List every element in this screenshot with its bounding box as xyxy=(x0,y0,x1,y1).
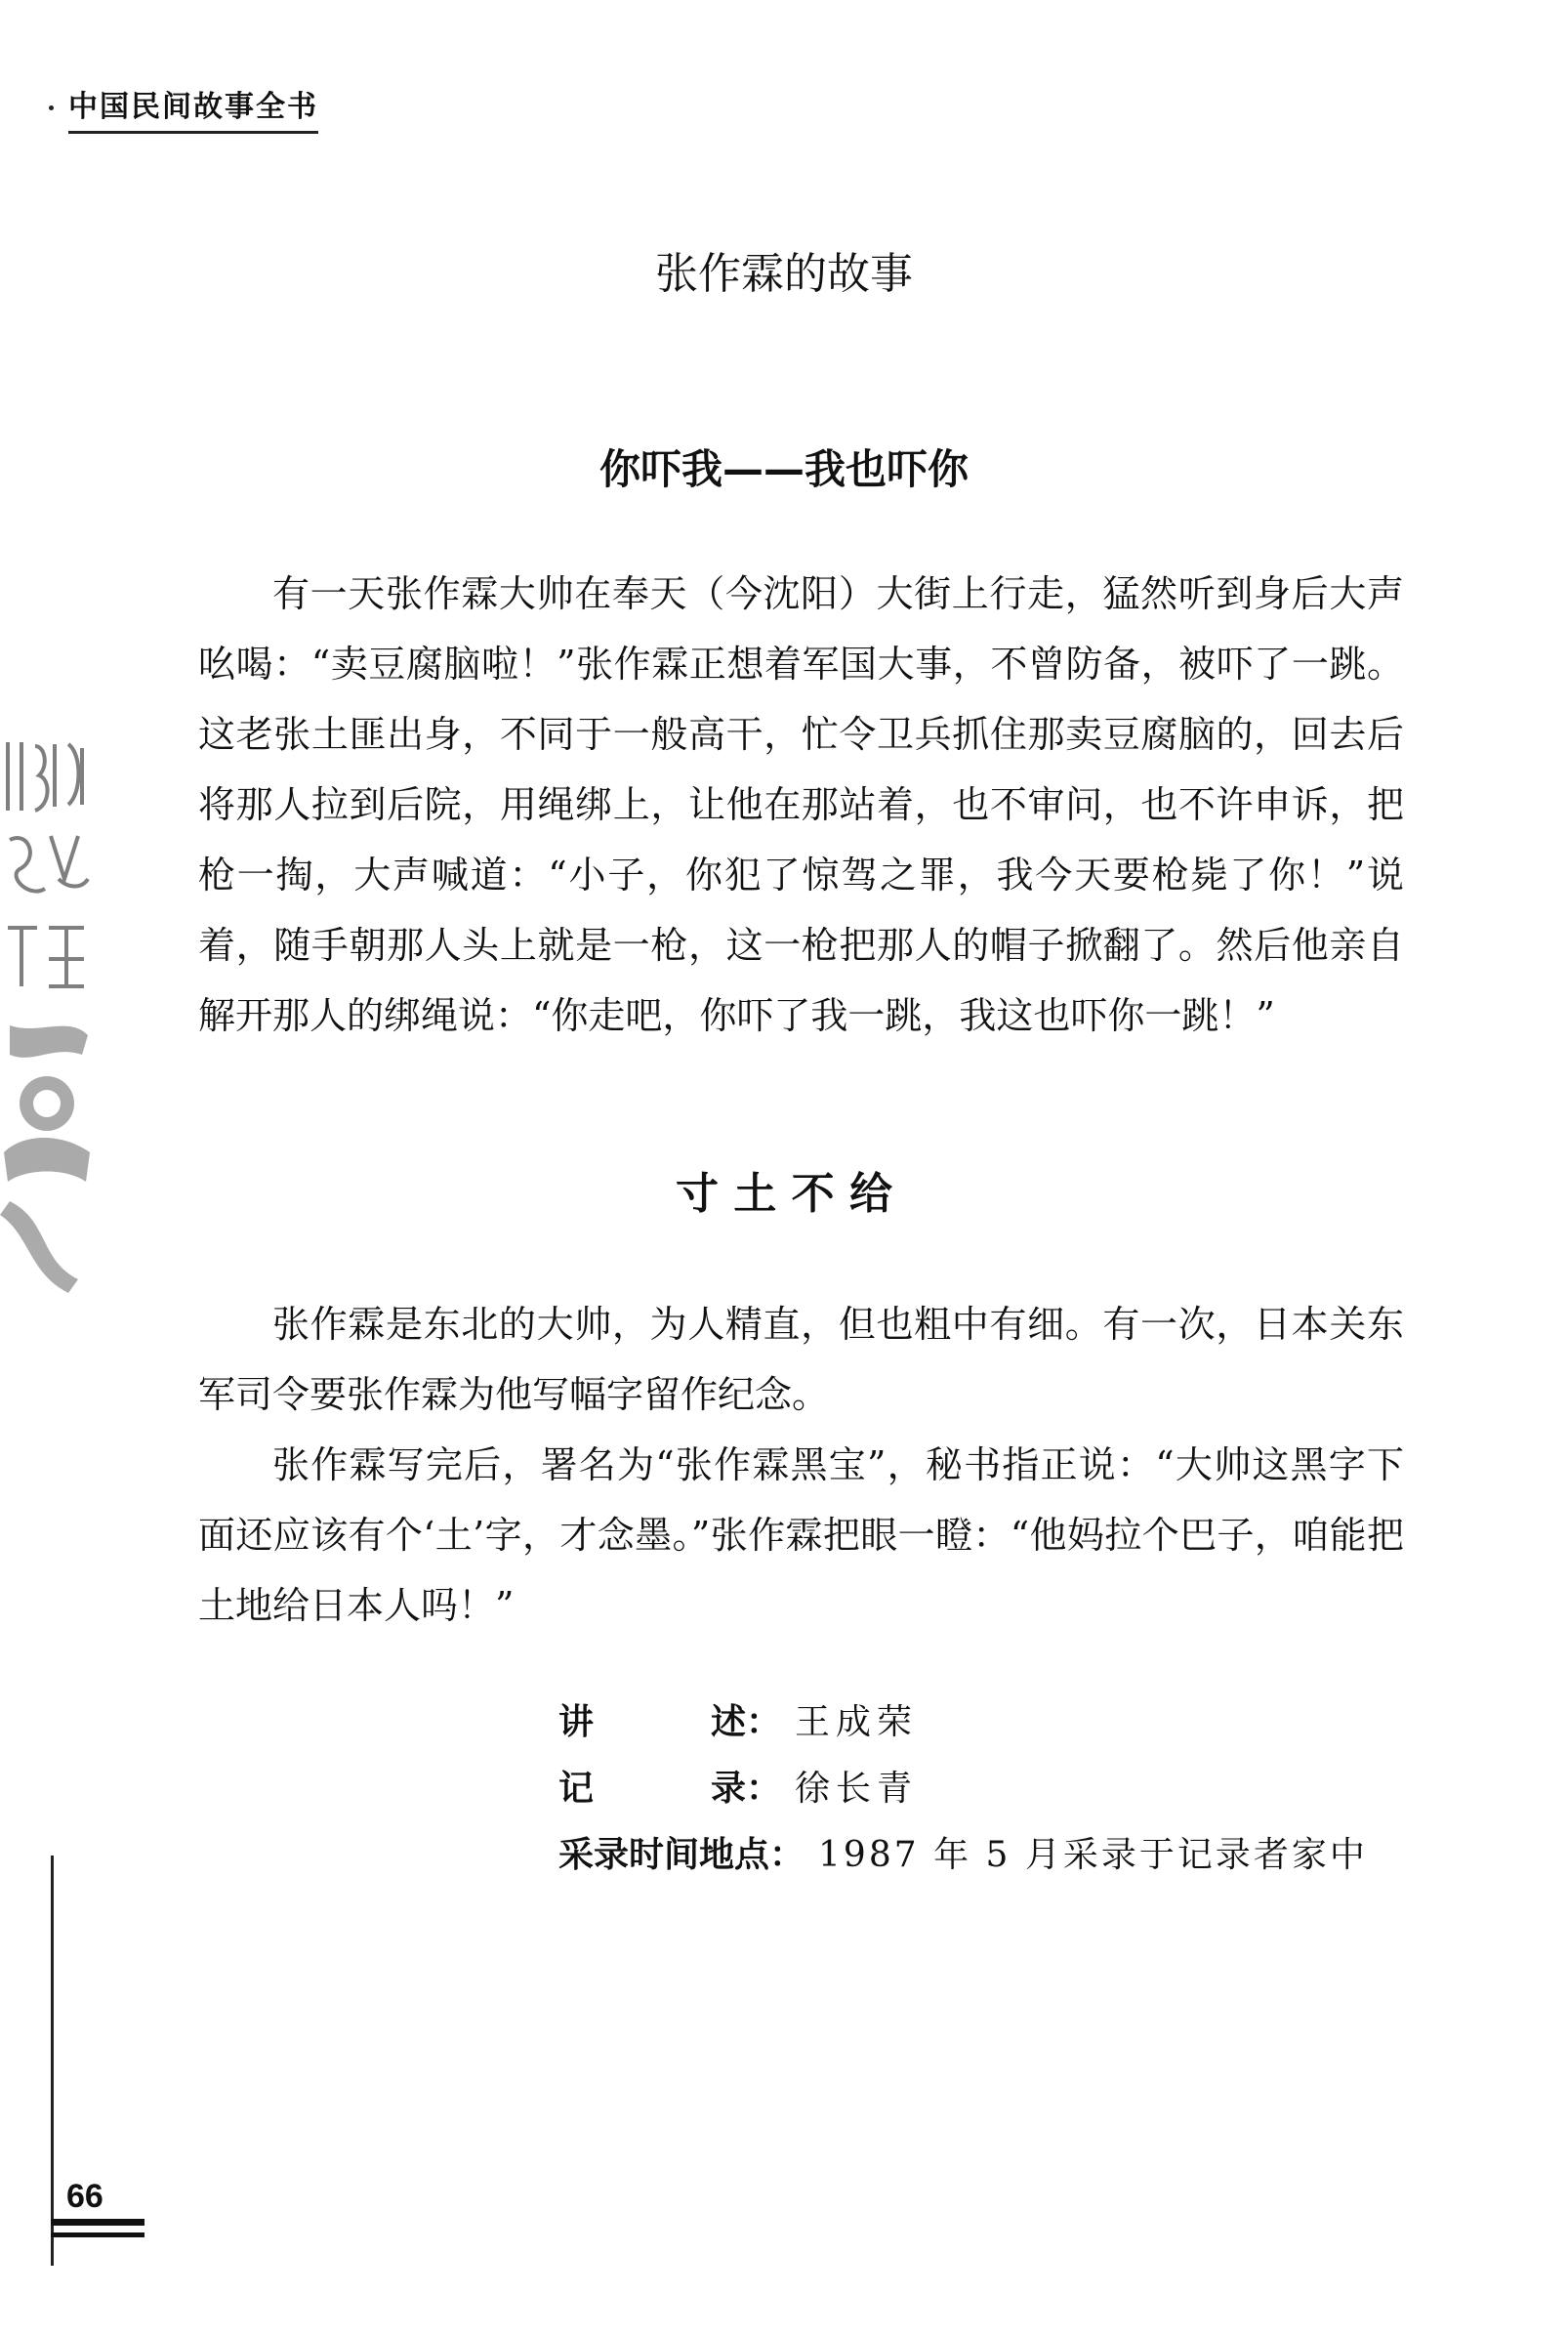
credit-row: 讲述 ： 王成荣 xyxy=(558,1689,1368,1756)
story-paragraph: 张作霖写完后，署名为“张作霖黑宝”，秘书指正说：“大帅这黑字下面还应该有个‘土’字，才念墨。”张作霖把眼一瞪：“他妈拉个巴子，咱能把土地给日本人吗！” xyxy=(198,1443,1404,1627)
header-bullet xyxy=(49,105,54,110)
page-number-bar xyxy=(51,2232,144,2237)
margin-rule xyxy=(51,1856,54,2266)
story-paragraph: 张作霖是东北的大帅，为人精直，但也粗中有细。有一次，日本关东军司令要张作霖为他写幅字留作纪念。 xyxy=(198,1303,1404,1416)
page-number-bar xyxy=(51,2219,144,2226)
credit-label: 采录时间地点 xyxy=(558,1835,770,1875)
story-paragraph: 有一天张作霖大帅在奉天（今沈阳）大街上行走，猛然听到身后大声吆喝：“卖豆腐脑啦！”张作霖正想着军国大事，不曾防备，被吓了一跳。这老张土匪出身，不同于一般高干，忙令卫兵抓住那卖豆腐脑的，回去后将那人拉到后院，用绳绑上，让他在那站着，也不审问，也不许申诉，把枪一掏，大声喊道：“小子，你犯了惊驾之罪，我今天要枪毙了你！”说着，随手朝那人头上就是一枪，这一枪把那人的帽子掀翻了。然后他亲自解开那人的绑绳说：“你走吧，你吓了我一跳，我这也吓你一跳！” xyxy=(198,572,1404,1037)
credit-label: 讲述 xyxy=(558,1702,746,1742)
credits-block xyxy=(558,1689,1368,1889)
credit-row: 记录 ： 徐长青 xyxy=(558,1756,1368,1822)
credit-value: 王成荣 xyxy=(795,1702,919,1742)
credit-row: 采录时间地点 ： 1987 年 5 月采录于记录者家中 xyxy=(558,1822,1368,1889)
credit-value: 徐长青 xyxy=(795,1769,919,1809)
section-title: 你吓我——我也吓你 xyxy=(598,445,969,493)
credit-value: 1987 年 5 月采录于记录者家中 xyxy=(818,1835,1368,1875)
credit-label: 记录 xyxy=(558,1769,746,1809)
story-collection-title: 张作霖的故事 xyxy=(655,249,913,299)
page-number: 66 xyxy=(66,2178,103,2215)
running-header: 中国民间故事全书 xyxy=(68,82,318,134)
section-title: 寸 土 不 给 xyxy=(676,1169,892,1219)
